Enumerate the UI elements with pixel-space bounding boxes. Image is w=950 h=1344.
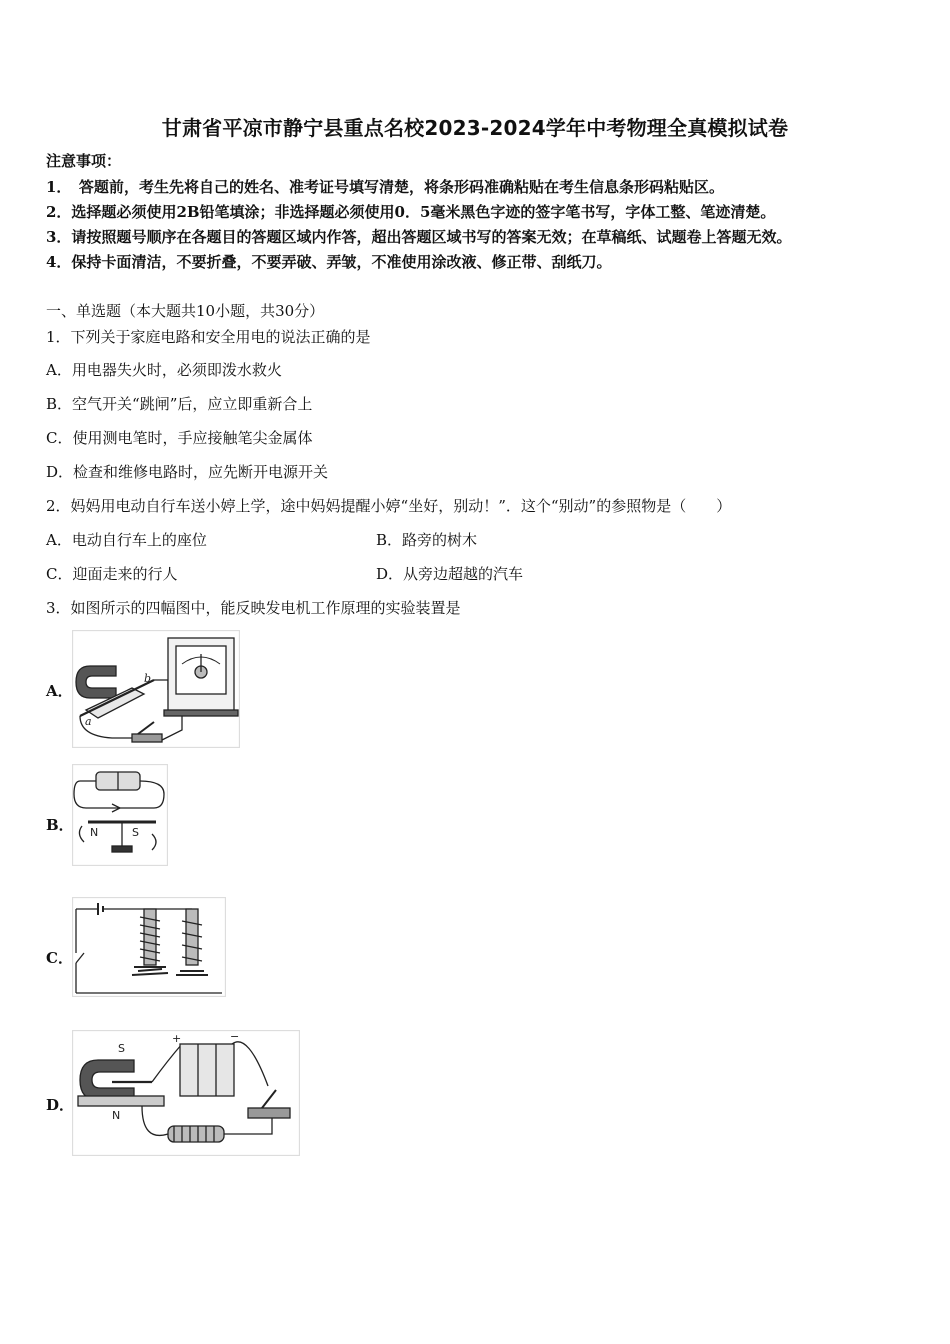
figure-a <box>72 630 240 748</box>
q1-option-b: B．空气开关“跳闸”后，应立即重新合上 <box>46 395 313 413</box>
figure-d-label-minus: − <box>230 1030 240 1043</box>
q3-label-c: C． <box>46 949 73 967</box>
figure-b-label-n: N <box>90 826 99 839</box>
q2-option-b: B．路旁的树木 <box>376 531 478 549</box>
figure-b-label-s: S <box>132 826 139 839</box>
q2-option-c: C．迎面走来的行人 <box>46 565 178 583</box>
q2-option-d: D．从旁边超越的汽车 <box>376 565 524 583</box>
page-title: 甘肃省平凉市静宁县重点名校2023-2024学年中考物理全真模拟试卷 <box>161 116 789 140</box>
q3-label-b: B． <box>46 816 74 834</box>
q1-stem: 1．下列关于家庭电路和安全用电的说法正确的是 <box>46 328 371 346</box>
notice-item-2: 2．选择题必须使用2B铅笔填涂；非选择题必须使用0．5毫米黑色字迹的签字笔书写，字体工整、笔迹清楚。 <box>46 203 776 221</box>
q1-option-c: C．使用测电笔时，手应接触笔尖金属体 <box>46 429 313 447</box>
notice-heading: 注意事项： <box>46 152 122 170</box>
figure-d-label-n: N <box>112 1109 121 1122</box>
figure-a-label-b: b <box>144 672 152 685</box>
figure-c <box>72 897 226 997</box>
figure-d-label-s: S <box>118 1042 125 1055</box>
q3-stem: 3．如图所示的四幅图中，能反映发电机工作原理的实验装置是 <box>46 599 461 617</box>
figure-b <box>72 764 168 866</box>
q3-label-d: D． <box>46 1096 75 1114</box>
q2-option-a: A．电动自行车上的座位 <box>46 531 207 549</box>
figure-d <box>72 1030 300 1156</box>
notice-item-4: 4．保持卡面清洁，不要折叠，不要弄破、弄皱，不准使用涂改液、修正带、刮纸刀。 <box>46 253 612 271</box>
notice-item-1: 1． 答题前，考生先将自己的姓名、准考证号填写清楚，将条形码准确粘贴在考生信息条形码粘贴区。 <box>46 178 724 196</box>
notice-item-3: 3．请按照题号顺序在各题目的答题区域内作答，超出答题区域书写的答案无效；在草稿纸、试题卷上答题无效。 <box>46 228 792 246</box>
q2-stem: 2．妈妈用电动自行车送小婷上学，途中妈妈提醒小婷“坐好，别动！”．这个“别动”的参照物是（ ） <box>46 497 732 515</box>
section-heading: 一、单选题（本大题共10小题，共30分） <box>46 302 325 320</box>
q3-label-a: A． <box>46 682 73 700</box>
q1-option-a: A．用电器失火时，必须即泼水救火 <box>46 361 282 379</box>
q1-option-d: D．检查和维修电路时，应先断开电源开关 <box>46 463 329 481</box>
figure-d-label-plus: + <box>172 1032 182 1045</box>
figure-a-label-a: a <box>85 715 92 728</box>
